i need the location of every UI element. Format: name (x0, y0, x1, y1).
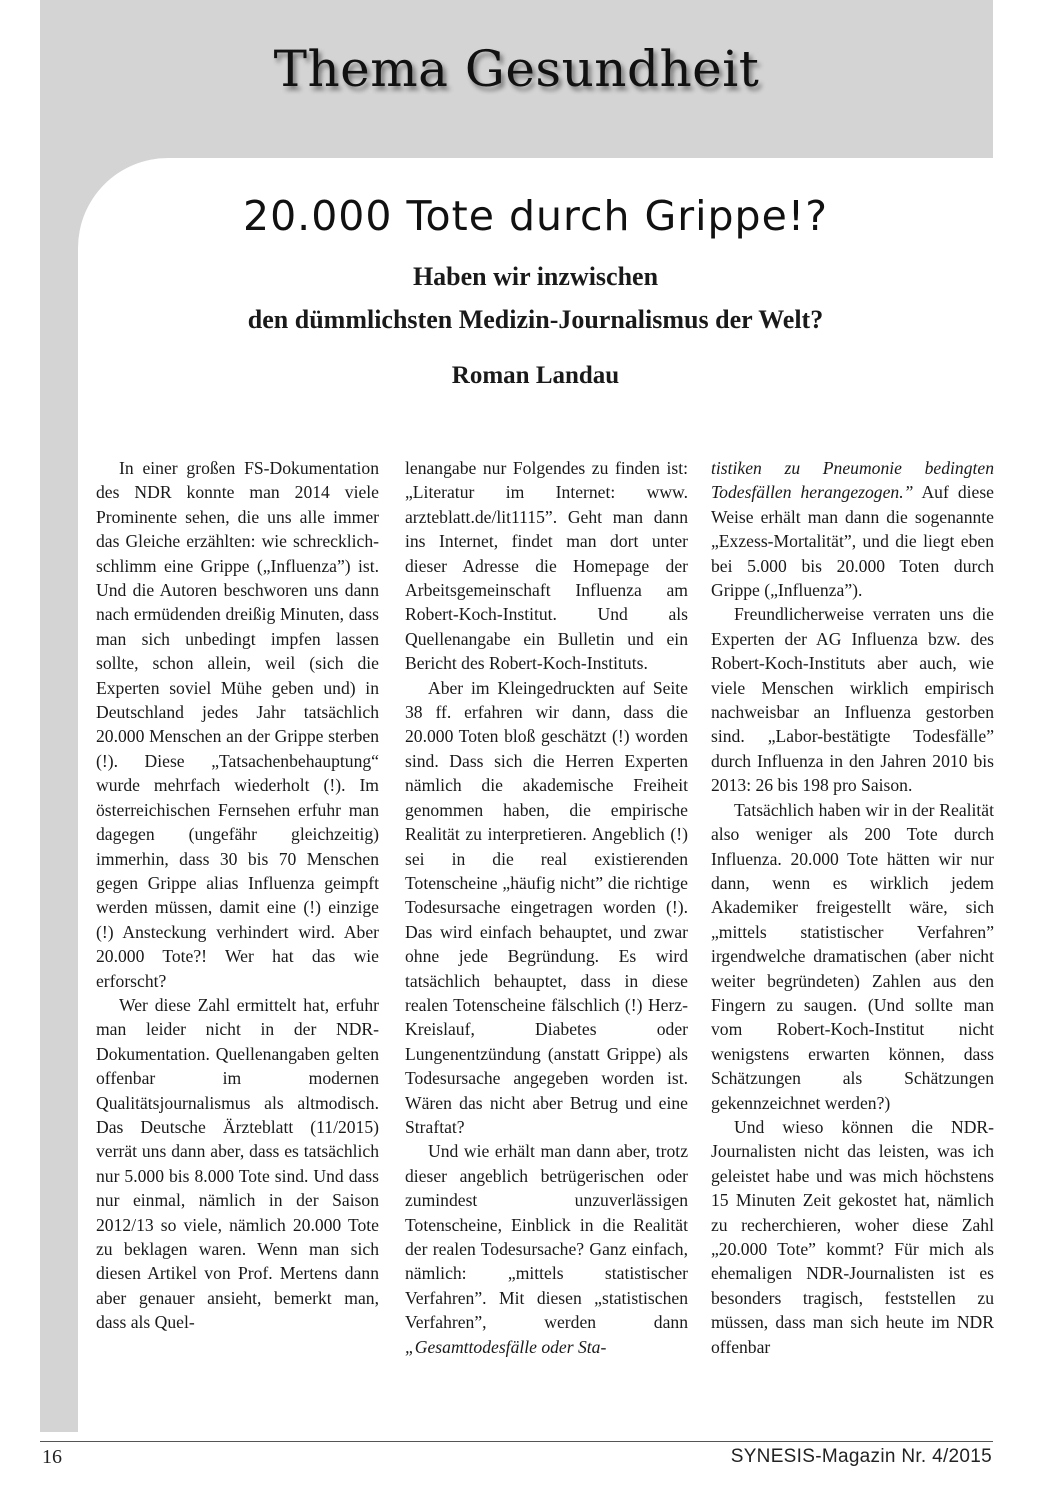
paragraph: Aber im Kleingedruckten auf Seite 38 ff. erfahren wir dann, dass die 20.000 Toten bloß geschätzt (!) worden sind. Dass sich die Herren Experten nämlich die akademische Freiheit genommen haben, die empirische Realität zu interpretieren. Angeblich (!) sei in die real existierenden Totenscheine „häufig nicht” die richtige Todesursache eingetragen worden (!). Das wird einfach behauptet, und zwar ohne jede Begründung. Es wird tatsächlich behauptet, dass in diese realen Totenscheine fälschlich (!) Herz-Kreislauf, Diabetes oder Lungenentzündung (anstatt Grippe) als Todesursache angegeben worden ist. Wären das nicht aber Betrug und eine Straftat? (405, 677, 688, 1137)
subtitle-line-2: den dümmlichsten Medizin-Journalismus der Welt? (247, 305, 824, 334)
text-column-2 (405, 456, 688, 1359)
section-title: Thema Gesundheit (273, 40, 760, 98)
paragraph: lenangabe nur Folgendes zu finden ist: „Literatur im Internet: www. arzteblatt.de/lit1115”. Geht man dann ins Internet, findet man dort unter dieser Adresse die Homepage der Arbeitsgemeinschaft Influenza am Robert-Koch-Institut. Und als Quellenangabe ein Bulletin und ein Bericht des Robert-Koch-Instituts. (405, 458, 688, 674)
paragraph: Tatsächlich haben wir in der Realität also weniger als 200 Tote durch Influenza. 20.000 Tote hätten wir nur dann, wenn es wirklich jedem Akademiker freigestellt wäre, sich „mittels statistischer Verfahren” irgendwelche dramatischen (aber nicht weiter begründeten) Zahlen aus den Fingern zu saugen. (Und sollte man vom Robert-Koch-Institut nicht wenigstens erwarten können, dass Schätzungen als Schätzungen gekennzeichnet werden?) (711, 799, 994, 1113)
footer-divider (40, 1441, 993, 1442)
article-headline: 20.000 Tote durch Grippe!? (242, 192, 828, 240)
paragraph: In einer großen FS-Dokumentation des NDR konnte man 2014 viele Prominente sehen, die uns alle immer das Gleiche erzählten: wie schrecklich-schlimm eine Grippe („Influenza”) ist. Und die Autoren beschworen uns dann nach ermüdenden dreißig Minuten, dass man sich unbedingt impfen lassen sollte, schon allein, weil (sich die Experten soviel Mühe geben und) in Deutschland jedes Jahr tatsächlich 20.000 Menschen an der Grippe sterben (!). Diese „Tatsachenbehauptung“ wurde mehrfach wiederholt (!). Im österreichischen Fernsehen erfuhr man dagegen (ungefähr gleichzeitig) immerhin, dass 30 bis 70 Menschen gegen Grippe alias Influenza geimpft werden müssen, damit eine (!) einzige (!) Ansteckung verhindert wird. Aber 20.000 Tote?! Wer hat das wie erforscht? (96, 458, 379, 991)
paragraph (711, 456, 994, 602)
paragraph-text: Und wie erhält man dann aber, trotz dieser angeblich betrügerischen oder zumindest unzuverlässigen Totenscheine, Einblick in die Realität der realen Todesursache? Ganz einfach, nämlich: „mittels statistischer Verfahren”. Mit diesen „statistischen Verfahren”, werden dann (405, 1141, 688, 1333)
article-author: Roman Landau (451, 362, 620, 389)
page-number: 16 (42, 1446, 62, 1468)
quote-italic: „Gesamttodesfälle oder Sta- (405, 1336, 607, 1357)
subtitle-line-1: Haben wir inzwischen (412, 262, 659, 291)
paragraph: Wer diese Zahl ermittelt hat, erfuhr man leider nicht in der NDR-Dokumentation. Quellenangaben gelten offenbar im modernen Qualitätsjournalismus als altmodisch. Das Deutsche Ärzteblatt (11/2015) verrät uns dann aber, dass es tatsächlich nur 5.000 bis 8.000 Tote sind. Und dass nur einmal, nämlich in der Saison 2012/13 so viele, nämlich 20.000 Tote zu beklagen waren. Wenn man sich diesen Artikel von Prof. Mertens dann aber genauer ansieht, bemerkt man, dass als Quel- (96, 994, 379, 1333)
article-subtitle (78, 255, 993, 341)
magazine-issue: SYNESIS-Magazin Nr. 4/2015 (730, 1446, 992, 1467)
paragraph (405, 1139, 688, 1359)
quote-italic: tistiken zu Pneumonie bedingten Todesfällen herangezogen.” (711, 458, 994, 503)
paragraph: Freundlicherweise verraten uns die Experten der AG Influenza bzw. des Robert-Koch-Instituts aber auch, wie viele Menschen wirklich empirisch nachweisbar an Influenza gestorben sind. „Labor-bestätigte Todesfälle” durch Influenza in den Jahren 2010 bis 2013: 26 bis 198 pro Saison. (711, 604, 994, 796)
paragraph-text: Auf diese Weise erhält man dann die sogenannte „Exzess-Mortalität”, und die liegt eben bei 5.000 bis 20.000 Toten durch Grippe („Influenza”). (711, 482, 994, 601)
text-column-3 (711, 456, 994, 1359)
text-column-1 (96, 456, 379, 1335)
paragraph: Und wieso können die NDR-Journalisten nicht das leisten, was ich geleistet habe und was mich höchstens 15 Minuten Zeit gekostet hat, nämlich zu recherchieren, woher diese Zahl „20.000 Tote” kommt? Für mich als ehemaligen NDR-Journalisten ist es besonders tragisch, feststellen zu müssen, dass man sich heute im NDR offenbar (711, 1116, 994, 1357)
